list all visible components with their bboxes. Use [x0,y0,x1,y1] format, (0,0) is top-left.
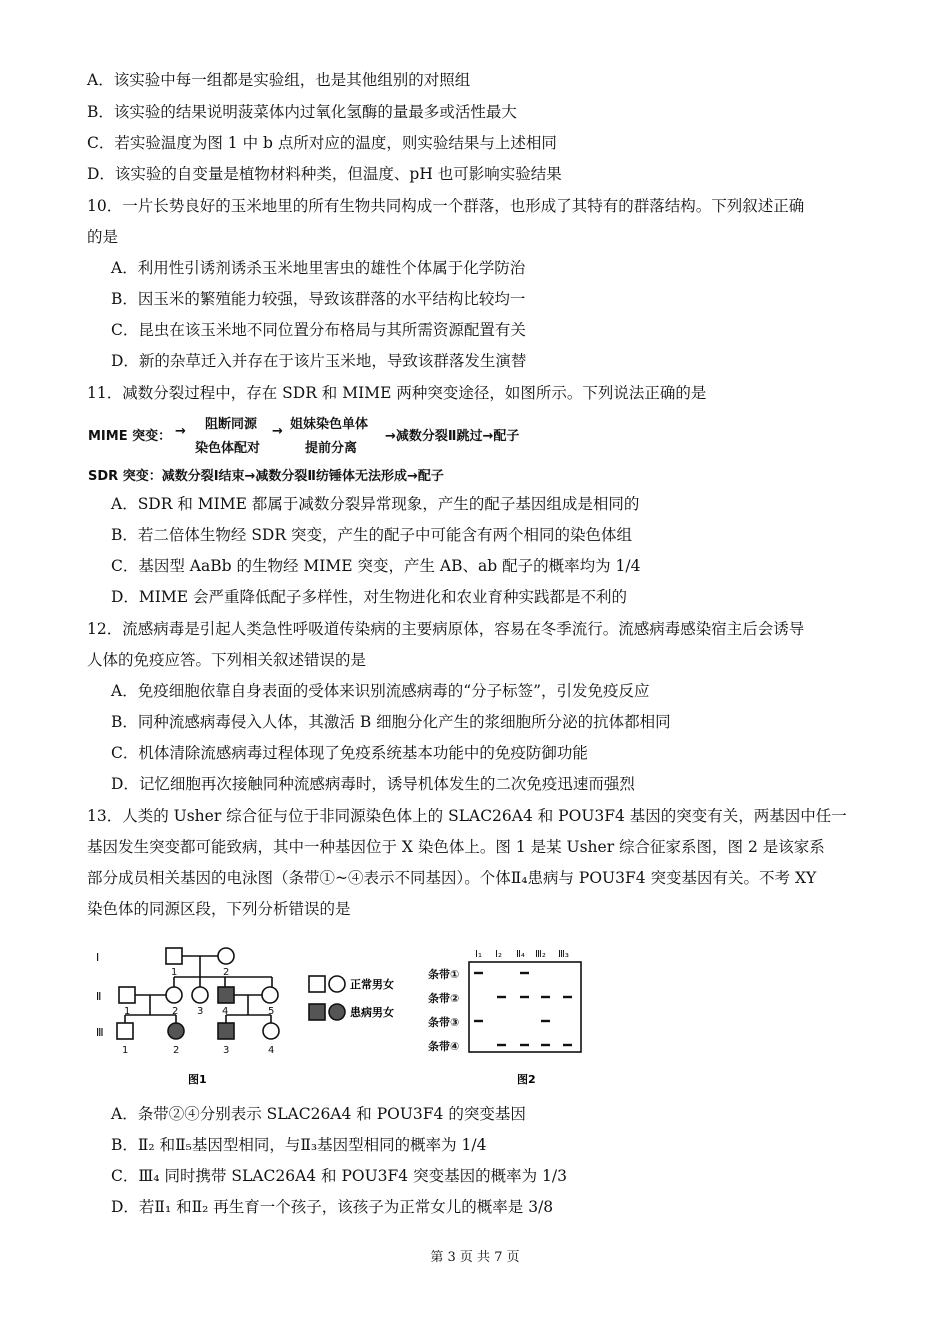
option-d: D．该实验的自变量是植物材料种类，但温度、pH 也可影响实验结果 [87,165,562,183]
svg-text:1: 1 [122,1045,129,1056]
mime-step2-top: 姐妹染色单体 [290,417,369,432]
q11-option-b: B．若二倍体生物经 SDR 突变，产生的配子中可能含有两个相同的染色体组 [111,526,632,544]
q13-stem: 13．人类的 Usher 综合征与位于非同源染色体上的 SLAC26A4 和 POU3F4 基因的突变有关，两基因中任一 [87,807,847,825]
band-label-2: 条带② [428,992,460,1005]
mime-label: MIME 突变： [88,429,172,444]
electrophoresis-chart [425,940,595,1090]
svg-text:5: 5 [268,1006,275,1017]
figure1-caption: 图1 [188,1073,207,1086]
lane-label: Ⅱ₄ [516,949,525,960]
q11-stem: 11．减数分裂过程中，存在 SDR 和 MIME 两种突变途径，如图所示。下列说法正确的是 [87,384,707,402]
q10-option-a: A．利用性引诱剂诱杀玉米地里害虫的雄性个体属于化学防治 [111,259,526,277]
q13-option-b: B．Ⅱ₂ 和Ⅱ₅基因型相同，与Ⅱ₃基因型相同的概率为 1/4 [111,1136,487,1154]
gen-label-3: Ⅲ [96,1026,104,1039]
q13-stem-cont2: 部分成员相关基因的电泳图（条带①~④表示不同基因）。个体Ⅱ₄患病与 POU3F4 突变基因有关。不考 XY [87,869,817,887]
figure2-caption: 图2 [517,1073,536,1086]
q10-option-b: B．因玉米的繁殖能力较强，导致该群落的水平结构比较均一 [111,290,526,308]
q10-stem: 10．一片长势良好的玉米地里的所有生物共同构成一个群落，也形成了其特有的群落结构。下列叙述正确 [87,197,805,215]
q12-option-b: B．同种流感病毒侵入人体，其激活 B 细胞分化产生的浆细胞所分泌的抗体都相同 [111,713,671,731]
svg-text:1: 1 [124,1006,131,1017]
mime-tail: →减数分裂Ⅱ跳过→配子 [385,429,520,444]
q11-option-a: A．SDR 和 MIME 都属于减数分裂异常现象，产生的配子基因组成是相同的 [111,495,640,513]
legend-affected: 患病男女 [350,1006,394,1019]
mime-step1-top: 阻断同源 [205,417,258,432]
pedigree-chart [88,935,418,1095]
q12-option-c: C．机体清除流感病毒过程体现了免疫系统基本功能中的免疫防御功能 [111,744,588,762]
q13-stem-cont1: 基因发生突变都可能致病，其中一种基因位于 X 染色体上。图 1 是某 Usher 综合征家系图，图 2 是该家系 [87,838,825,856]
svg-text:3: 3 [223,1045,230,1056]
lane-label: Ⅰ₁ [475,949,482,960]
svg-text:2: 2 [173,1045,180,1056]
q12-stem: 12．流感病毒是引起人类急性呼吸道传染病的主要病原体，容易在冬季流行。流感病毒感染宿主后会诱导 [87,620,805,638]
q13-stem-cont3: 染色体的同源区段，下列分析错误的是 [87,900,351,918]
q12-option-a: A．免疫细胞依靠自身表面的受体来识别流感病毒的“分子标签”，引发免疫反应 [111,682,650,700]
q10-stem-cont: 的是 [87,228,119,246]
q12-stem-cont: 人体的免疫应答。下列相关叙述错误的是 [87,651,367,669]
svg-text:4: 4 [222,1006,229,1017]
band-label-3: 条带③ [428,1016,460,1029]
mime-step1-bottom: 染色体配对 [195,441,261,456]
option-a: A．该实验中每一组都是实验组，也是其他组别的对照组 [87,71,471,89]
sdr-flow-line: SDR 突变：减数分裂Ⅰ结束→减数分裂Ⅱ纺锤体无法形成→配子 [88,469,444,484]
q10-option-d: D．新的杂草迁入并存在于该片玉米地，导致该群落发生演替 [111,352,527,370]
svg-text:2: 2 [223,967,230,978]
gen-label-1: Ⅰ [96,951,100,964]
legend-normal: 正常男女 [350,978,394,991]
lane-label: Ⅲ₂ [535,949,546,960]
q12-option-d: D．记忆细胞再次接触同种流感病毒时，诱导机体发生的二次免疫迅速而强烈 [111,775,635,793]
gen-label-2: Ⅱ [96,990,102,1003]
arrow-icon: → [175,424,186,439]
q13-option-d: D．若Ⅱ₁ 和Ⅱ₂ 再生育一个孩子，该孩子为正常女儿的概率是 3/8 [111,1198,554,1216]
arrow-icon: → [272,424,283,439]
band-label-4: 条带④ [428,1040,460,1053]
page-footer: 第 3 页 共 7 页 [430,1250,520,1265]
q11-option-d: D．MIME 会严重降低配子多样性，对生物进化和农业育种实践都是不利的 [111,588,628,606]
option-c: C．若实验温度为图 1 中 b 点所对应的温度，则实验结果与上述相同 [87,134,557,152]
q13-option-a: A．条带②④分别表示 SLAC26A4 和 POU3F4 的突变基因 [111,1105,526,1123]
svg-text:2: 2 [172,1006,179,1017]
svg-text:3: 3 [197,1006,204,1017]
svg-text:1: 1 [171,967,178,978]
lane-label: Ⅲ₃ [558,949,569,960]
q13-option-c: C．Ⅲ₄ 同时携带 SLAC26A4 和 POU3F4 突变基因的概率为 1/3 [111,1167,567,1185]
mime-step2-bottom: 提前分离 [305,441,358,456]
option-b: B．该实验的结果说明菠菜体内过氧化氢酶的量最多或活性最大 [87,103,517,121]
lane-label: Ⅰ₂ [495,949,502,960]
svg-text:4: 4 [268,1045,275,1056]
q10-option-c: C．昆虫在该玉米地不同位置分布格局与其所需资源配置有关 [111,321,526,339]
band-label-1: 条带① [428,968,460,981]
q11-option-c: C．基因型 AaBb 的生物经 MIME 突变，产生 AB、ab 配子的概率均为 1/4 [111,557,641,575]
